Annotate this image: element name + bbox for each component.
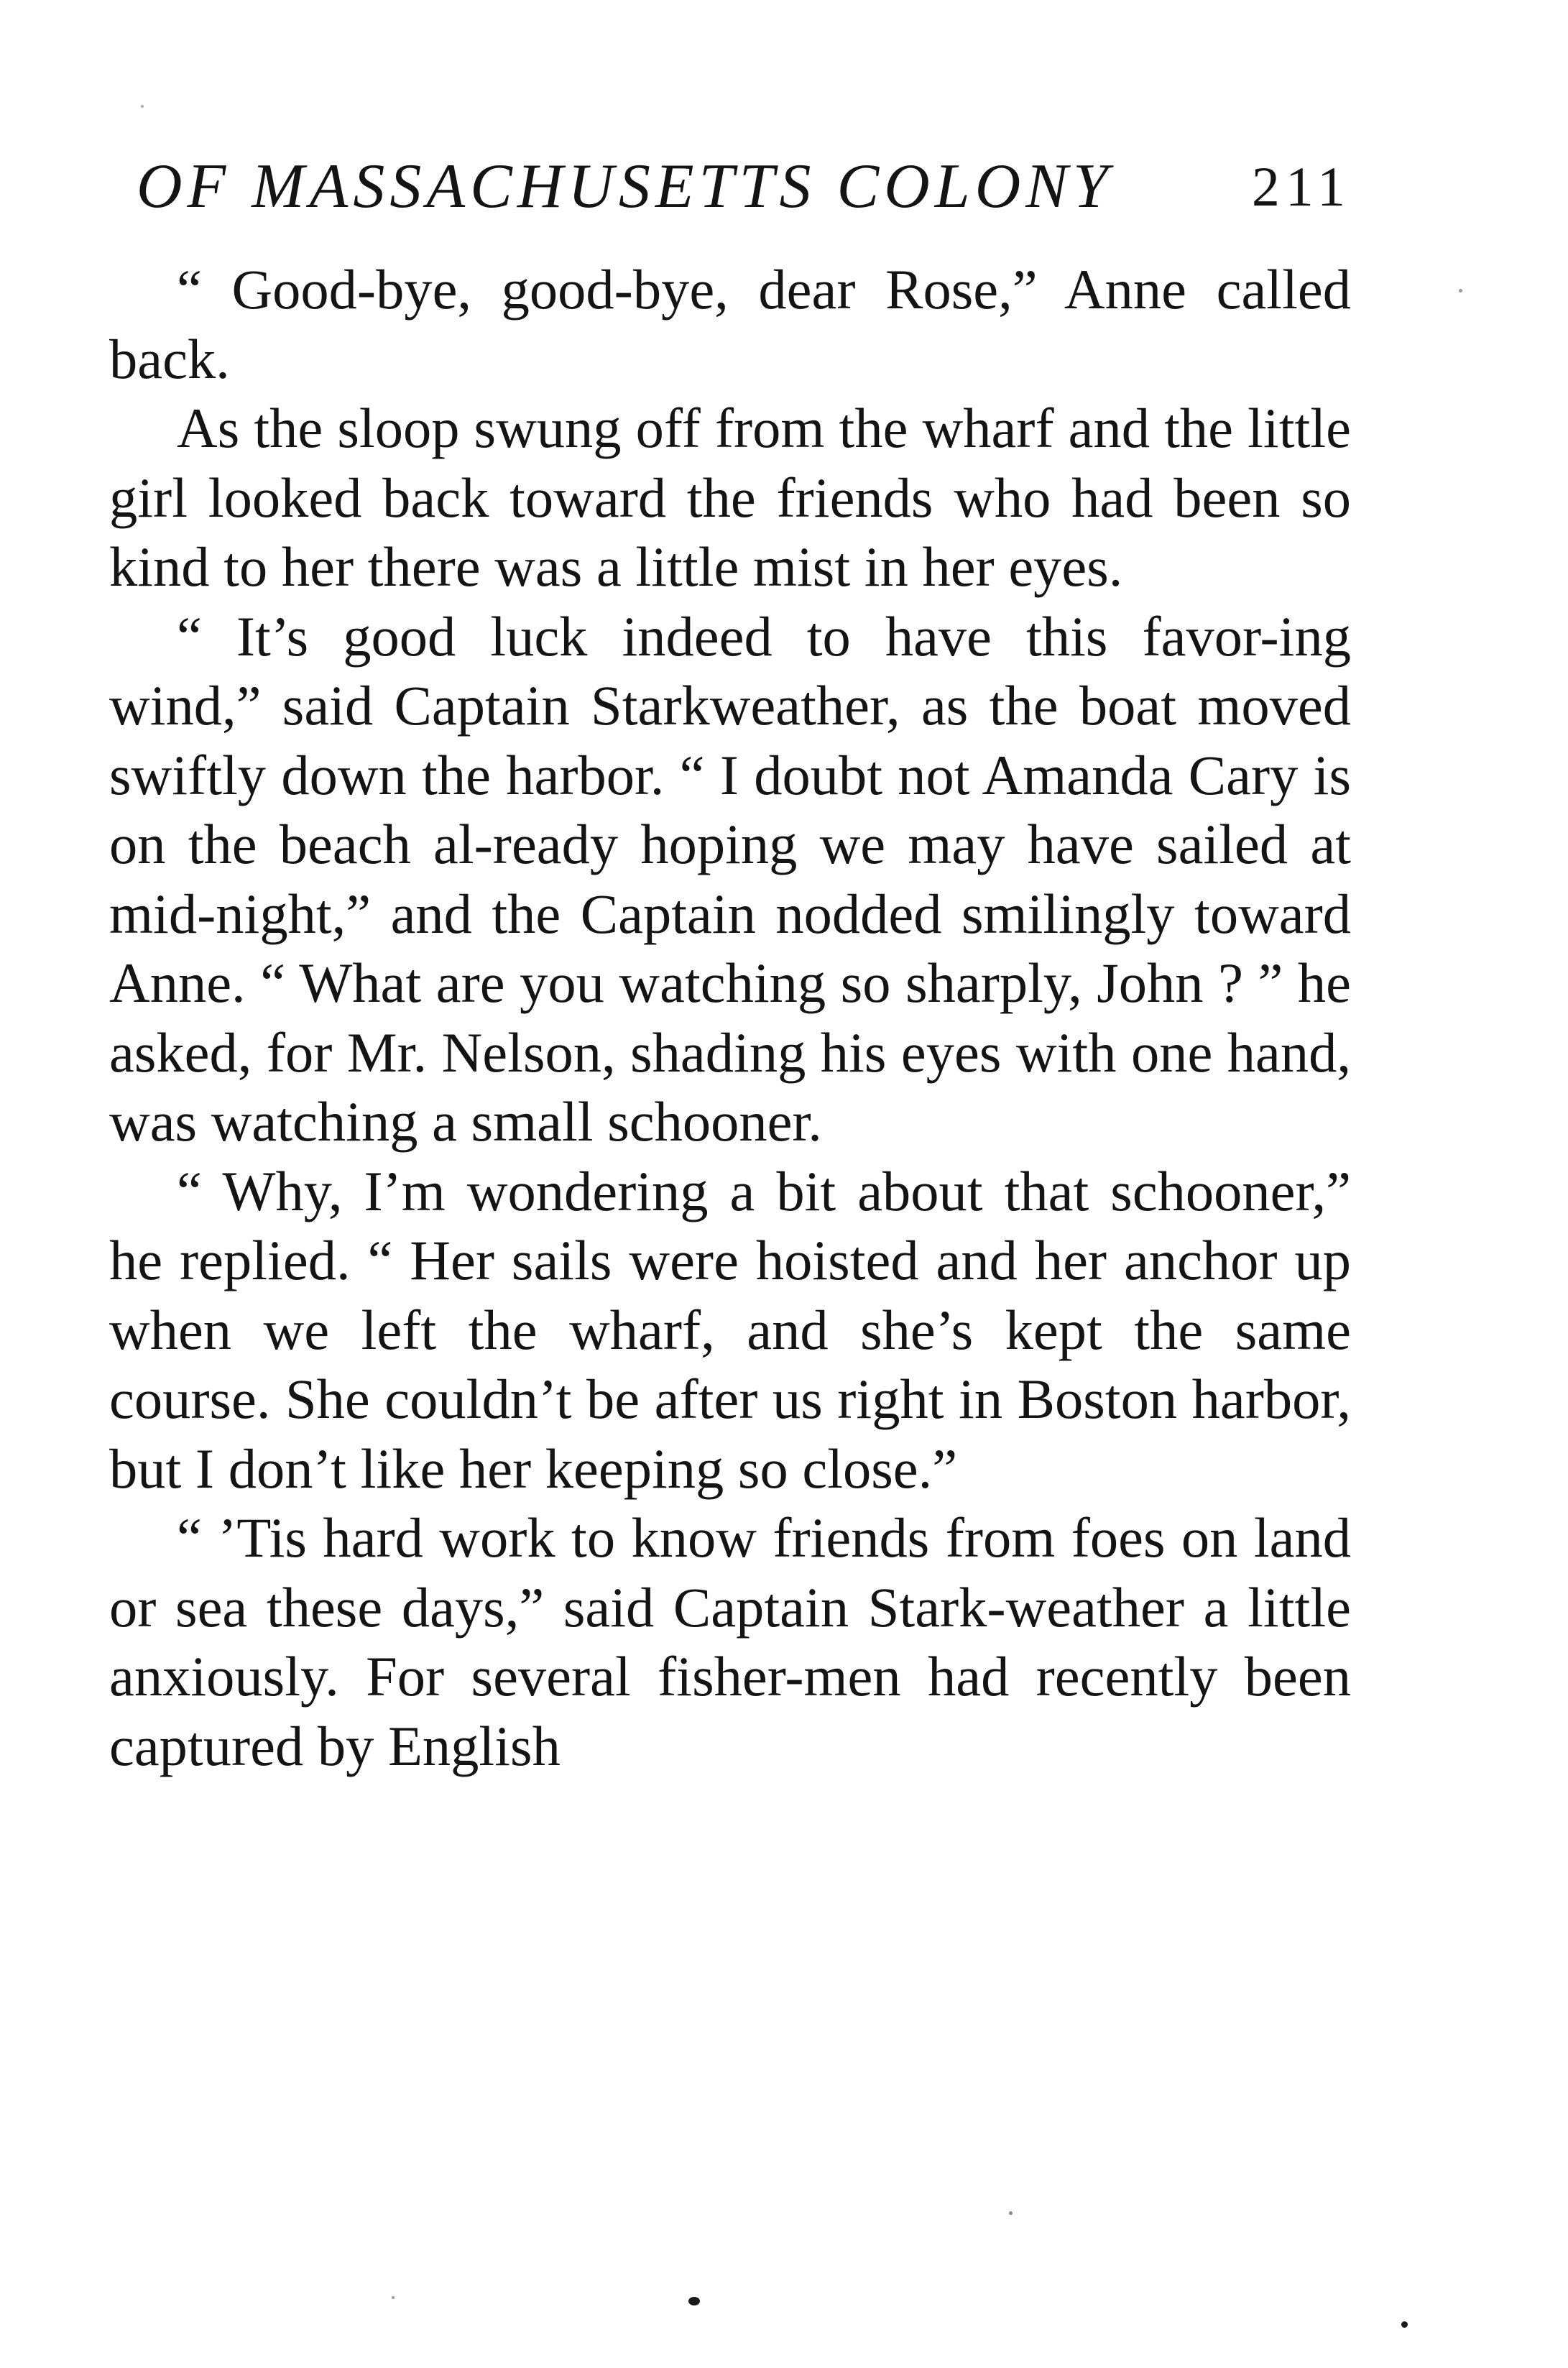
ink-speck	[141, 105, 144, 108]
ink-speck	[1009, 2211, 1013, 2215]
body-text	[109, 255, 1351, 1781]
ink-speck	[392, 2296, 395, 2299]
paragraph-2: As the sloop swung off from the wharf and the little girl looked back toward the friends who had been so kind to her there was a little mist in her eyes.	[109, 397, 1351, 598]
paragraph-1: “ Good-bye, good-bye, dear Rose,” Anne called back.	[109, 258, 1351, 390]
paragraph-4: “ Why, I’m wondering a bit about that schooner,” he replied. “ Her sails were hoisted and her anchor up when we left the wharf, and she’s kept the same course. She couldn’t be after us right in Boston harbor, but I don’t like her keeping so close.”	[109, 1159, 1351, 1500]
paragraph-5: “ ’Tis hard work to know friends from foes on land or sea these days,” said Captain Stark-weather a little anxiously. For several fisher-men had recently been captured by English	[109, 1506, 1351, 1777]
ink-speck	[1459, 289, 1462, 292]
ink-speck	[1401, 2321, 1408, 2328]
page-number: 211	[1251, 155, 1351, 218]
ink-speck	[688, 2297, 700, 2305]
running-title: OF MASSACHUSETTS COLONY	[137, 152, 1113, 221]
running-head	[137, 140, 1351, 234]
paragraph-3: “ It’s good luck indeed to have this favor-ing wind,” said Captain Starkweather, as the boat moved swiftly down the harbor. “ I doubt not Amanda Cary is on the beach al-ready hoping we may have sailed at mid-night,” and the Captain nodded smilingly toward Anne. “ What are you watching so sharply, John ? ” he asked, for Mr. Nelson, shading his eyes with one hand, was watching a small schooner.	[109, 604, 1351, 1153]
